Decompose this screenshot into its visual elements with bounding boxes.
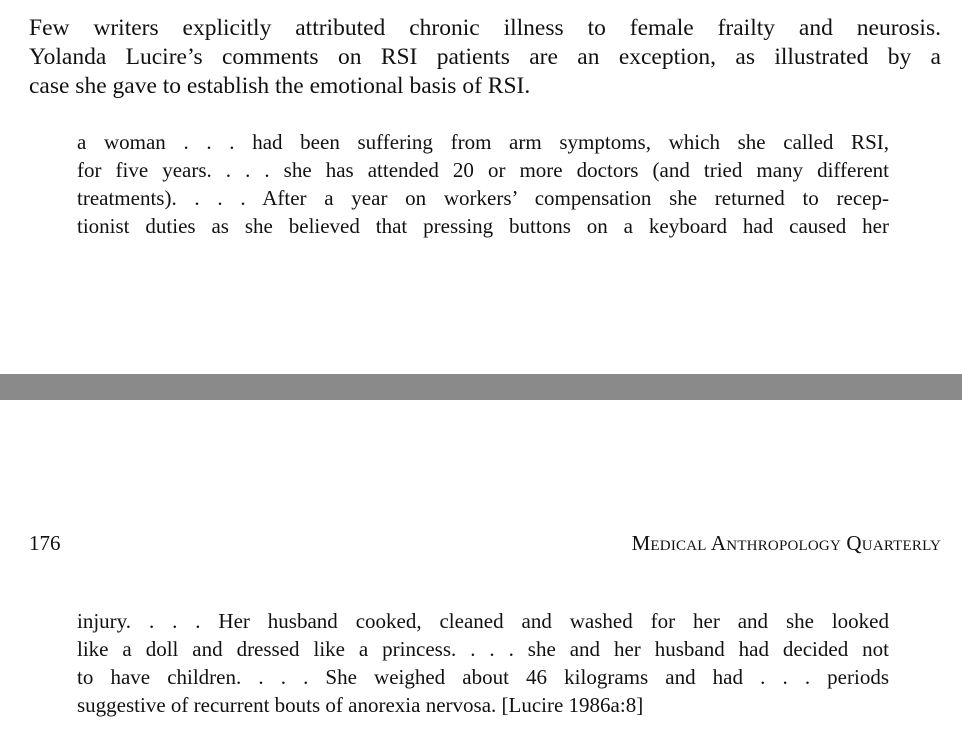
quote-line: a woman . . . had been suffering from arm symptoms, which she called RSI, — [77, 130, 889, 154]
body-paragraph — [29, 14, 941, 101]
block-quote — [77, 128, 889, 240]
quote-line: to have children. . . . She weighed about 46 kilograms and had . . . periods — [77, 665, 889, 689]
page-bottom — [0, 400, 962, 734]
quote-line: like a doll and dressed like a princess. . . . she and her husband had decided not — [77, 637, 889, 661]
quote-line: injury. . . . Her husband cooked, cleaned and washed for her and she looked — [77, 609, 889, 633]
quote-line: tionist duties as she believed that pressing buttons on a keyboard had caused her — [77, 214, 889, 238]
paragraph-line: Yolanda Lucire’s comments on RSI patients are an exception, as illustrated by a — [29, 44, 941, 70]
paragraph-line: Few writers explicitly attributed chronic illness to female frailty and neurosis. — [29, 15, 941, 41]
block-quote-continued — [77, 607, 889, 719]
page-break-divider — [0, 374, 962, 400]
page-number: 176 — [29, 531, 61, 555]
running-head — [29, 529, 941, 557]
quote-line: suggestive of recurrent bouts of anorexia nervosa. [Lucire 1986a:8] — [77, 693, 644, 717]
quote-line: for five years. . . . she has attended 20 or more doctors (and tried many different — [77, 158, 889, 182]
journal-title: Medical Anthropology Quarterly — [631, 531, 941, 555]
paragraph-line: case she gave to establish the emotional basis of RSI. — [29, 73, 531, 99]
quote-line: treatments). . . . After a year on workers’ compensation she returned to recep- — [77, 186, 889, 210]
